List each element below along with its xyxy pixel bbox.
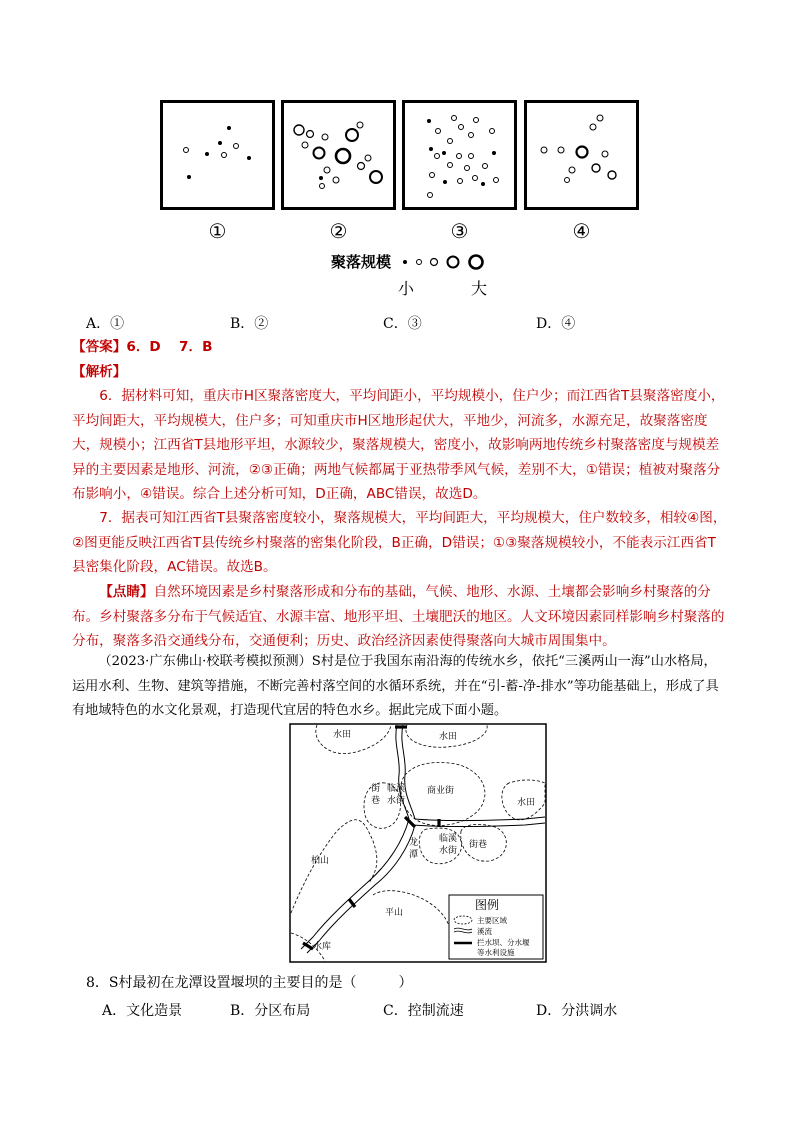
label-commercial: 商业街	[427, 786, 455, 796]
panel-4-label: ④	[572, 219, 591, 243]
label-reservoir: 水库	[313, 942, 332, 952]
q8-option-c: C．控制流速	[383, 1003, 464, 1019]
passage	[72, 650, 728, 724]
q7-option-c: C．③	[383, 316, 422, 332]
map-legend-stream: 溪流	[477, 927, 492, 936]
answer-tag: 【答案】	[72, 339, 127, 355]
map-legend	[449, 895, 543, 959]
panel-1-dots	[163, 103, 272, 207]
scale-legend-small: 小	[398, 279, 415, 298]
label-waterst-1b: 水街	[387, 796, 406, 806]
q7-option-d: D．④	[536, 316, 576, 332]
label-alley-1a: 街	[371, 784, 381, 794]
label-paddy-3: 水田	[517, 798, 536, 808]
panel-2-label: ②	[329, 219, 348, 243]
analysis-7	[72, 506, 728, 580]
panel-4-dots	[527, 103, 636, 207]
analysis-6-text: 6．据材料可知，重庆市H区聚落密度大，平均间距小，平均规模小，住户少；而江西省T县聚落密度小，平均间距大，平均规模大，住户多；可知重庆市H区地形起伏大，平地少，河流多，水源充足，故聚落密度大，规模小；江西省T县地形平坦，水源较少，聚落规模大，密度小，故影响两地传统乡村聚落密度与规模差异的主要因素是地形、河流，②③正确；两地气候都属于亚热带季风气候，差别不大，①错误；植被对聚落分布影响小，④错误。综合上述分析可知，D正确，ABC错误，故选D。	[72, 388, 725, 502]
answer-text: 6．D 7．B	[126, 339, 213, 355]
tip-paragraph	[72, 580, 728, 654]
panel-3-label: ③	[450, 219, 469, 243]
panel-2-dots	[284, 103, 393, 207]
tip-text: 自然环境因素是乡村聚落形成和分布的基础，气候、地形、水源、土壤都会影响乡村聚落的分布。乡村聚落多分布于气候适宜、水源丰富、地形平坦、土壤肥沃的地区。人文环境因素同样影响乡村聚落的分布，聚落多沿交通线分布，交通便利；历史、政治经济因素使得聚落向大城市周围集中。	[72, 584, 725, 649]
scale-legend-title: 聚落规模	[331, 253, 392, 271]
label-waterst-2b: 水街	[439, 846, 458, 856]
analysis-6	[72, 384, 728, 507]
panel-3	[402, 100, 517, 210]
label-pingshan: 平山	[385, 908, 404, 918]
answer-line	[72, 335, 212, 360]
village-map-drawing	[289, 723, 547, 963]
map-legend-dam-1: 拦水坝、分水堰	[477, 938, 530, 947]
tip-tag: 【点睛】	[99, 584, 154, 600]
passage-text: （2023·广东佛山·校联考模拟预测）S村是位于我国东南沿海的传统水乡，依托“三溪两山一海”山水格局，运用水利、生物、建筑等措施，不断完善村落空间的水循环系统，并在“引-蓄-净-排水”等功能基础上，形成了具有地域特色的水文化景观，打造现代宜居的特色水乡。据此完成下面小题。	[72, 654, 719, 718]
label-paddy-1: 水田	[333, 730, 352, 740]
panel-3-dots	[405, 103, 514, 207]
analysis-7-text: 7．据表可知江西省T县聚落密度较小，聚落规模大，平均间距大，平均规模大，住户数较多，相较④图，②图更能反映江西省T县传统乡村聚落的密集化阶段，B正确，D错误；①③聚落规模较小，不能表示江西省T县密集化阶段，AC错误。故选B。	[72, 510, 727, 575]
scale-legend-large: 大	[471, 279, 488, 298]
scale-legend	[331, 251, 486, 275]
map-legend-dam-2: 等水利设施	[477, 948, 515, 957]
analysis-tag: 【解析】	[72, 364, 127, 380]
map-legend-title: 图例	[475, 898, 500, 912]
label-paddy-2: 水田	[439, 732, 458, 742]
label-alley-2: 街巷	[469, 840, 488, 850]
label-waterst-2a: 临溪	[439, 834, 458, 844]
label-longtan-1: 龙	[409, 838, 419, 848]
q8-stem: 8．S村最初在龙潭设置堰坝的主要目的是（ ）	[86, 975, 413, 991]
map-legend-area: 主要区域	[477, 916, 507, 925]
label-waterst-1a: 临溪	[387, 784, 406, 794]
q7-option-b: B．②	[230, 316, 269, 332]
label-longtan-2: 潭	[409, 850, 419, 860]
tip-block	[72, 580, 728, 654]
scale-legend-symbols	[396, 252, 486, 272]
panel-1-label: ①	[208, 219, 227, 243]
panel-1	[160, 100, 275, 210]
q8-option-b: B．分区布局	[230, 1003, 311, 1019]
q8-option-a: A．文化造景	[102, 1003, 183, 1019]
label-bashan: 柏山	[311, 856, 330, 866]
label-alley-1b: 巷	[371, 796, 381, 806]
q7-option-a: A．①	[86, 316, 125, 332]
village-map	[289, 723, 547, 963]
panel-4	[524, 100, 639, 210]
panel-2	[281, 100, 396, 210]
q8-option-d: D．分洪调水	[536, 1003, 618, 1019]
